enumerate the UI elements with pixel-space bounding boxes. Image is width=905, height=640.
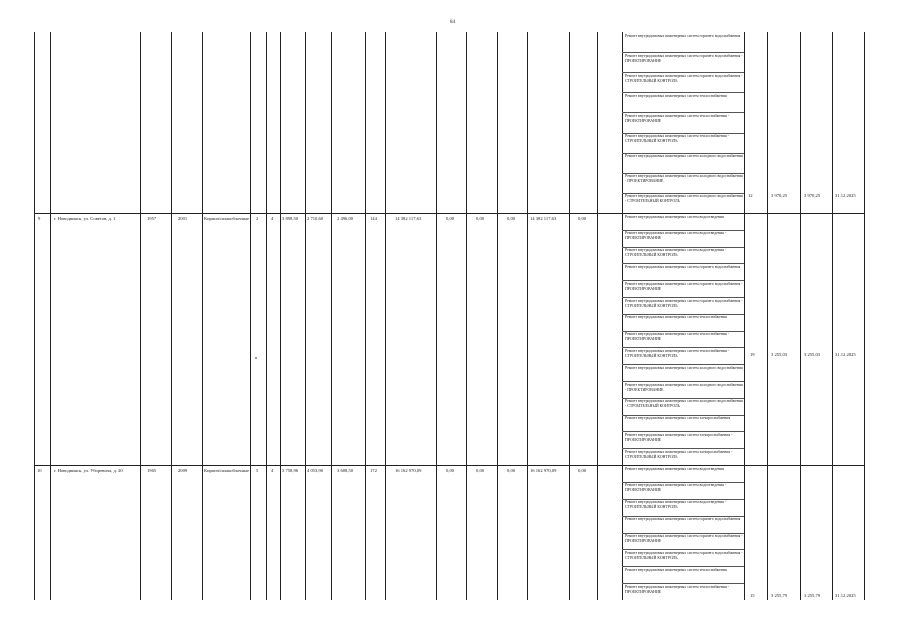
cost-owners: 16 162 970,09 xyxy=(530,468,557,473)
work-divider xyxy=(622,52,744,53)
work-item: Ремонт внутридомовых инженерных систем теплоснабжения - СТРОИТЕЛЬНЫЙ КОНТРОЛЬ xyxy=(625,134,730,144)
total-cost: 3 970,25 xyxy=(771,193,788,198)
work-divider xyxy=(622,247,744,248)
area-residential: 2 710,60 xyxy=(307,216,324,221)
year-overhaul: 2009 xyxy=(178,468,188,473)
entrances: 4 xyxy=(271,216,274,221)
address: г. Новодвинск, ул. Уборевича, д. 20 xyxy=(54,468,123,473)
work-divider xyxy=(622,92,744,93)
work-divider xyxy=(622,482,744,483)
row-number: 10 xyxy=(37,468,42,473)
area-total: 3 758,96 xyxy=(282,468,299,473)
residents: 144 xyxy=(370,216,377,221)
work-divider xyxy=(622,381,744,382)
work-divider xyxy=(622,331,744,332)
work-item: Ремонт внутридомовых инженерных систем холодного водоснабжения xyxy=(625,365,743,370)
work-item: Ремонт внутридомовых инженерных систем электроснабжения - ПРОЕКТИРОВАНИЕ xyxy=(625,432,733,442)
wall-material: Кирпич/шлакоблочные xyxy=(204,216,250,221)
work-item: Ремонт внутридомовых инженерных систем холодного водоснабжения xyxy=(625,154,743,159)
residents: 172 xyxy=(370,468,377,473)
work-divider xyxy=(622,314,744,315)
total-limit: 3 255,79 xyxy=(804,593,821,598)
work-divider xyxy=(622,347,744,348)
entrances: 4 xyxy=(271,468,274,473)
cost-owners: 14 382 117,63 xyxy=(530,216,557,221)
work-item: Ремонт внутридомовых инженерных систем холодного водоснабжения - ПРОЕКТИРОВАНИЕ xyxy=(625,174,743,184)
floors: 2 xyxy=(256,216,259,221)
work-divider xyxy=(622,516,744,517)
work-item: Ремонт внутридомовых инженерных систем холодного водоснабжения - СТРОИТЕЛЬНЫЙ КОНТРОЛЬ xyxy=(625,194,743,204)
cost-federal: 0,00 xyxy=(446,216,455,221)
work-item: Ремонт внутридомовых инженерных систем электроснабжения - СТРОИТЕЛЬНЫЙ КОНТРОЛЬ xyxy=(625,449,733,459)
area-owned: 2 496,00 xyxy=(337,216,354,221)
cost-regional: 0,00 xyxy=(476,216,485,221)
work-divider xyxy=(622,112,744,113)
cost-federal: 0,00 xyxy=(446,468,455,473)
work-divider xyxy=(622,153,744,154)
area-owned: 3 608,50 xyxy=(337,468,354,473)
work-item: Ремонт внутридомовых инженерных систем водоотведения xyxy=(625,214,724,219)
work-divider xyxy=(622,415,744,416)
total-limit: 3 255,03 xyxy=(804,352,821,357)
work-item: Ремонт внутридомовых инженерных систем горячего водоснабжения - СТРОИТЕЛЬНЫЙ КОНТРОЛЬ xyxy=(625,550,743,560)
work-divider xyxy=(622,533,744,534)
cost-total: 14 382 117,63 xyxy=(395,216,422,221)
work-item: Ремонт внутридомовых инженерных систем теплоснабжения - ПРОЕКТИРОВАНИЕ xyxy=(625,113,730,123)
work-item: Ремонт внутридомовых инженерных систем горячего водоснабжения - ПРОЕКТИРОВАНИЕ xyxy=(625,534,743,543)
work-divider xyxy=(622,193,744,194)
total-limit: 3 970,25 xyxy=(804,193,821,198)
work-item: Ремонт внутридомовых инженерных систем горячего водоснабжения xyxy=(625,264,741,269)
total-num: 19 xyxy=(750,352,755,357)
cost-local: 0,00 xyxy=(507,216,516,221)
total-cost: 3 255,79 xyxy=(771,593,788,598)
cost-regional: 0,00 xyxy=(476,468,485,473)
work-item: Ремонт внутридомовых инженерных систем водоотведения - СТРОИТЕЛЬНЫЙ КОНТРОЛЬ xyxy=(625,500,727,510)
year-overhaul: 2001 xyxy=(178,216,188,221)
work-divider xyxy=(622,263,744,264)
speck xyxy=(255,357,257,359)
work-item: Ремонт внутридомовых инженерных систем холодного водоснабжения - ПРОЕКТИРОВАНИЕ xyxy=(625,382,743,392)
work-item: Ремонт внутридомовых инженерных систем водоотведения - ПРОЕКТИРОВАНИЕ xyxy=(625,231,727,241)
work-item: Ремонт внутридомовых инженерных систем теплоснабжения xyxy=(625,93,727,98)
work-divider xyxy=(622,549,744,550)
work-item: Ремонт внутридомовых инженерных систем теплоснабжения xyxy=(625,315,727,320)
total-num: 12 xyxy=(748,193,753,198)
work-item: Ремонт внутридомовых инженерных систем электроснабжения xyxy=(625,416,731,421)
work-item: Ремонт внутридомовых инженерных систем теплоснабжения - ПРОЕКТИРОВАНИЕ xyxy=(625,584,730,594)
year-built: 1965 xyxy=(147,468,157,473)
cost-other: 0,00 xyxy=(578,216,587,221)
work-item: Ремонт внутридомовых инженерных систем горячего водоснабжения - ПРОЕКТИРОВАНИЕ xyxy=(625,53,743,63)
cost-other: 0,00 xyxy=(578,468,587,473)
total-date: 31.12.2025 xyxy=(835,593,856,598)
page-number: 84 xyxy=(450,20,455,25)
wall-material: Кирпич/шлакоблочные xyxy=(204,468,250,473)
work-item: Ремонт внутридомовых инженерных систем водоотведения xyxy=(625,466,724,471)
work-divider xyxy=(622,398,744,399)
work-item: Ремонт внутридомовых инженерных систем горячего водоснабжения - ПРОЕКТИРОВАНИЕ xyxy=(625,281,743,291)
work-item: Ремонт внутридомовых инженерных систем горячего водоснабжения xyxy=(625,517,741,522)
work-divider xyxy=(622,364,744,365)
address: г. Новодвинск, ул. Советов, д. 1 xyxy=(54,216,116,221)
work-item: Ремонт внутридомовых инженерных систем водоотведения - ПРОЕКТИРОВАНИЕ xyxy=(625,483,727,493)
work-divider xyxy=(622,280,744,281)
work-item: Ремонт внутридомовых инженерных систем горячего водоснабжения xyxy=(625,33,741,38)
total-num: 15 xyxy=(750,593,755,598)
row-number: 9 xyxy=(38,216,41,221)
total-date: 31.12.2025 xyxy=(835,193,856,198)
total-date: 31.12.2025 xyxy=(835,352,856,357)
year-built: 1957 xyxy=(147,216,157,221)
work-divider xyxy=(622,566,744,567)
work-divider xyxy=(622,230,744,231)
work-divider xyxy=(622,173,744,174)
work-item: Ремонт внутридомовых инженерных систем теплоснабжения - ПРОЕКТИРОВАНИЕ xyxy=(625,332,730,342)
work-item: Ремонт внутридомовых инженерных систем горячего водоснабжения - СТРОИТЕЛЬНЫЙ КОНТРОЛЬ xyxy=(625,298,743,308)
work-divider xyxy=(622,297,744,298)
work-divider xyxy=(622,133,744,134)
work-divider xyxy=(622,431,744,432)
work-item: Ремонт внутридомовых инженерных систем теплоснабжения - СТРОИТЕЛЬНЫЙ КОНТРОЛЬ xyxy=(625,348,730,358)
work-divider xyxy=(622,72,744,73)
cost-total: 16 162 970,09 xyxy=(395,468,422,473)
work-item: Ремонт внутридомовых инженерных систем холодного водоснабжения - СТРОИТЕЛЬНЫЙ КОНТРОЛЬ xyxy=(625,399,743,409)
area-residential: 4 053,90 xyxy=(307,468,324,473)
cost-local: 0,00 xyxy=(507,468,516,473)
work-divider xyxy=(622,583,744,584)
work-divider xyxy=(622,448,744,449)
work-item: Ремонт внутридомовых инженерных систем горячего водоснабжения - СТРОИТЕЛЬНЫЙ КОНТРОЛЬ xyxy=(625,73,743,83)
work-divider xyxy=(622,499,744,500)
area-total: 3 898,50 xyxy=(282,216,299,221)
work-item: Ремонт внутридомовых инженерных систем водоотведения - СТРОИТЕЛЬНЫЙ КОНТРОЛЬ xyxy=(625,248,727,258)
total-cost: 3 255,03 xyxy=(771,352,788,357)
work-item: Ремонт внутридомовых инженерных систем теплоснабжения xyxy=(625,567,727,572)
floors: 5 xyxy=(256,468,259,473)
